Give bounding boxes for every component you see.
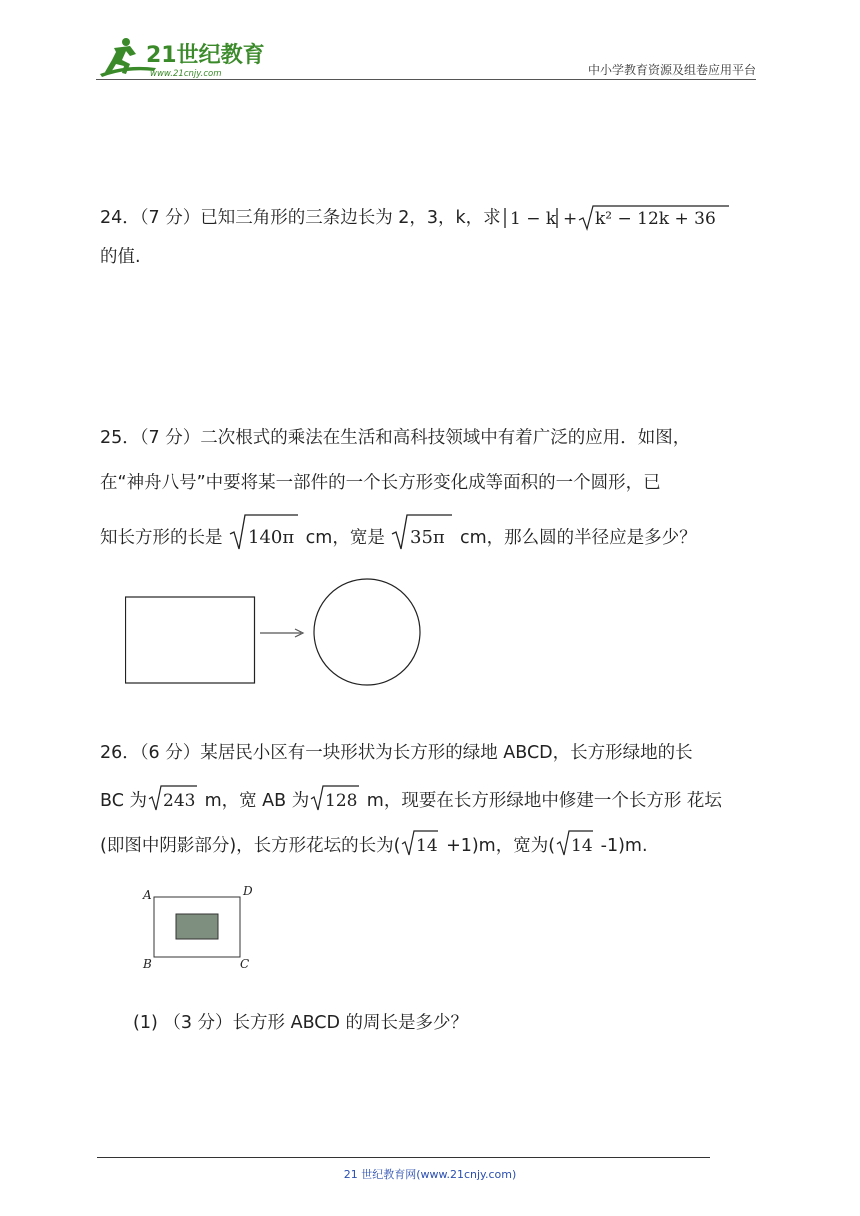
header-divider xyxy=(96,79,756,80)
arrow-right-icon xyxy=(260,629,303,637)
circle-shape xyxy=(314,579,420,685)
sqrt-140pi xyxy=(228,512,300,552)
svg-text:35π: 35π xyxy=(410,527,446,548)
question-26-text-c: m，现要在长方形绿地中修建一个长方形 花坛 xyxy=(366,791,722,811)
question-25-text-a: 知长方形的长是 xyxy=(100,528,223,548)
question-26-text-a: BC 为 xyxy=(100,791,147,811)
question-25-line-2: 在“神舟八号”中要将某一部件的一个长方形变化成等面积的一个圆形，已 xyxy=(100,473,661,493)
runner-logo-icon xyxy=(96,34,266,80)
svg-text:140π: 140π xyxy=(248,527,295,548)
question-25-text-b: cm，宽是 xyxy=(305,528,385,548)
rectangle-shape xyxy=(126,597,255,683)
question-25-text-c: cm，那么圆的半径应是多少？ xyxy=(459,528,697,548)
svg-text:14: 14 xyxy=(571,836,593,856)
garden-figure xyxy=(138,882,258,974)
svg-text:www.21cnjy.com: www.21cnjy.com xyxy=(150,69,222,79)
svg-text:128: 128 xyxy=(325,791,358,811)
sqrt-14-length xyxy=(400,829,440,857)
sqrt-14-width xyxy=(555,829,595,857)
sqrt-243 xyxy=(147,784,199,812)
question-26-text-f: -1)m. xyxy=(600,836,648,856)
svg-text:243: 243 xyxy=(162,791,196,811)
svg-text:14: 14 xyxy=(416,836,439,856)
header-site-name: 中小学教育资源及组卷应用平台 xyxy=(587,63,756,77)
footer-divider xyxy=(97,1157,710,1158)
label-b: B xyxy=(143,957,152,971)
question-26-line-3 xyxy=(100,835,648,857)
sqrt-35pi xyxy=(390,512,454,552)
label-d: D xyxy=(243,884,253,898)
question-24-text: 24．（7 分）已知三角形的三条边长为 2，3，k，求 xyxy=(100,208,501,228)
label-a: A xyxy=(143,888,152,902)
question-26-line-2 xyxy=(100,790,722,812)
page-header xyxy=(0,0,860,90)
svg-text:+: + xyxy=(562,209,577,229)
question-26-text-e: +1)m，宽为( xyxy=(446,836,556,856)
question-26-text-d: (即图中阴影部分)，长方形花坛的长为( xyxy=(100,836,401,856)
question-24-expression xyxy=(501,203,731,233)
sqrt-128 xyxy=(309,784,361,812)
footer-text: 21 世纪教育网(www.21cnjy.com) xyxy=(343,1168,517,1181)
question-26-sub-1: (1) （3 分）长方形 ABCD 的周长是多少？ xyxy=(133,1013,469,1033)
question-25-line-3 xyxy=(100,524,697,552)
rectangle-to-circle-figure xyxy=(125,578,425,688)
flower-bed-shaded xyxy=(176,914,218,939)
label-c: C xyxy=(240,957,250,971)
svg-text:1 − k: 1 − k xyxy=(509,209,556,229)
svg-text:k² − 12k + 36: k² − 12k + 36 xyxy=(594,209,716,229)
question-26-line-1: 26．（6 分）某居民小区有一块形状为长方形的绿地 ABCD，长方形绿地的长 xyxy=(100,743,693,763)
svg-text:21世纪教育: 21世纪教育 xyxy=(146,43,265,68)
question-25-line-1: 25．（7 分）二次根式的乘法在生活和高科技领域中有着广泛的应用．如图， xyxy=(100,428,691,448)
question-26-text-b: m，宽 AB 为 xyxy=(204,791,310,811)
question-24-line-2: 的值. xyxy=(100,247,141,267)
question-24-line-1 xyxy=(100,203,731,233)
